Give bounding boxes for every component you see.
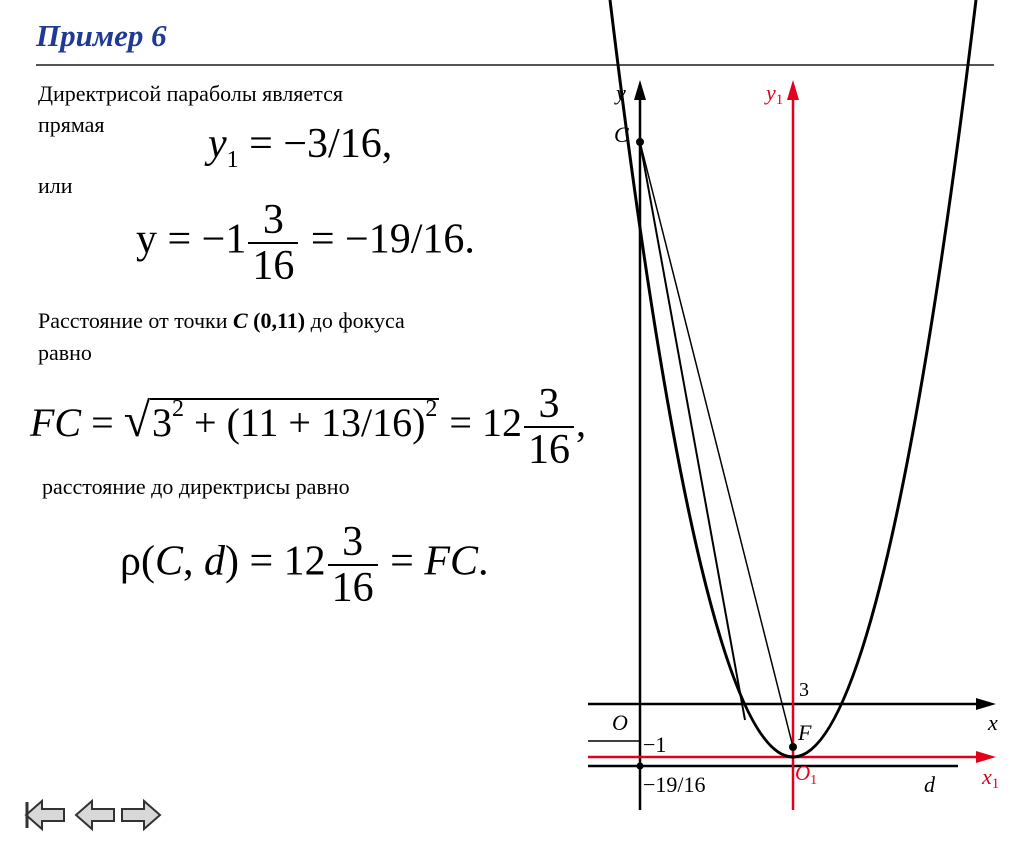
nav-prev-icon	[76, 801, 114, 829]
text-point-coords: (0,11)	[253, 308, 306, 333]
label-3: 3	[799, 679, 809, 701]
f4-c: C	[154, 538, 183, 585]
label-x1	[981, 764, 999, 792]
f4-fc: FC	[424, 538, 479, 585]
label-f: F	[798, 720, 812, 745]
label-o: O	[612, 710, 628, 735]
label-c: C	[614, 122, 629, 147]
y1-axis-arrow	[787, 80, 799, 100]
x-axis-arrow	[976, 698, 996, 710]
text-distance-2: равно	[38, 340, 92, 365]
label-x: x	[988, 710, 998, 735]
f3-res: = 12	[439, 400, 522, 446]
label-x1-main: x	[982, 764, 992, 789]
label-y1	[764, 80, 783, 108]
label-minus-19-16: −19/16	[643, 772, 706, 797]
f1-lhs: y	[208, 121, 227, 167]
text-distance-1a: Расстояние от точки	[38, 308, 228, 333]
f3-den: 16	[527, 427, 570, 473]
f4-eq: =	[379, 538, 425, 585]
f3-sup-a: 2	[172, 396, 185, 423]
f2-rhs: = −19/16.	[300, 216, 475, 263]
segment-c-parabola	[640, 142, 745, 720]
label-y1-main: y	[766, 80, 776, 105]
text-point-c: C	[232, 308, 248, 333]
nav-first-button[interactable]	[24, 798, 66, 832]
label-minus-one: −1	[643, 732, 667, 757]
f3-rad-a: 3	[152, 400, 173, 446]
slide-title: Пример 6	[36, 18, 167, 53]
f2-num: 3	[248, 198, 298, 244]
f4-close: ) = 12	[224, 538, 326, 585]
x1-axis-arrow	[976, 751, 996, 763]
nav-first-icon	[26, 801, 64, 829]
text-line-2: прямая	[38, 112, 105, 137]
f1-sub: 1	[226, 147, 239, 173]
f1-rhs: = −3/16,	[238, 121, 393, 167]
text-distance-1b: до фокуса	[310, 308, 405, 333]
f3-lhs: FC	[30, 400, 82, 446]
point-directrix-intercept	[637, 763, 644, 770]
point-c	[636, 138, 644, 146]
f3-rad-b: + (11 + 13/16)	[184, 400, 426, 446]
label-o1-main: O	[795, 761, 811, 785]
text-distance-3: расстояние до директрисы равно	[42, 474, 350, 499]
label-y1-sub: 1	[775, 92, 784, 108]
segment-cf	[640, 142, 793, 747]
point-f	[789, 743, 797, 751]
text-ili: или	[38, 173, 73, 198]
label-y: y	[616, 80, 626, 105]
f2-den: 16	[252, 243, 295, 289]
label-x1-sub: 1	[991, 776, 1000, 792]
f3-sup-b: 2	[425, 396, 438, 423]
nav-next-button[interactable]	[120, 798, 162, 832]
f4-lhs: ρ(	[120, 538, 155, 585]
y-axis-arrow	[634, 80, 646, 100]
nav-prev-button[interactable]	[74, 798, 116, 832]
f3-eq: =	[81, 400, 124, 446]
label-d: d	[924, 772, 935, 797]
f2-lhs: y = −1	[136, 216, 247, 263]
f4-d: d	[203, 538, 225, 585]
text-line-1: Директрисой параболы является	[38, 81, 343, 106]
f4-end: .	[478, 538, 489, 585]
f4-comma: ,	[182, 538, 204, 585]
label-o1-sub: 1	[810, 773, 818, 788]
f4-num: 3	[328, 520, 378, 566]
f4-den: 16	[331, 565, 374, 611]
sqrt-sign: √	[123, 394, 151, 448]
f3-num: 3	[524, 382, 574, 428]
f3-end: ,	[575, 400, 586, 446]
nav-next-icon	[122, 801, 160, 829]
